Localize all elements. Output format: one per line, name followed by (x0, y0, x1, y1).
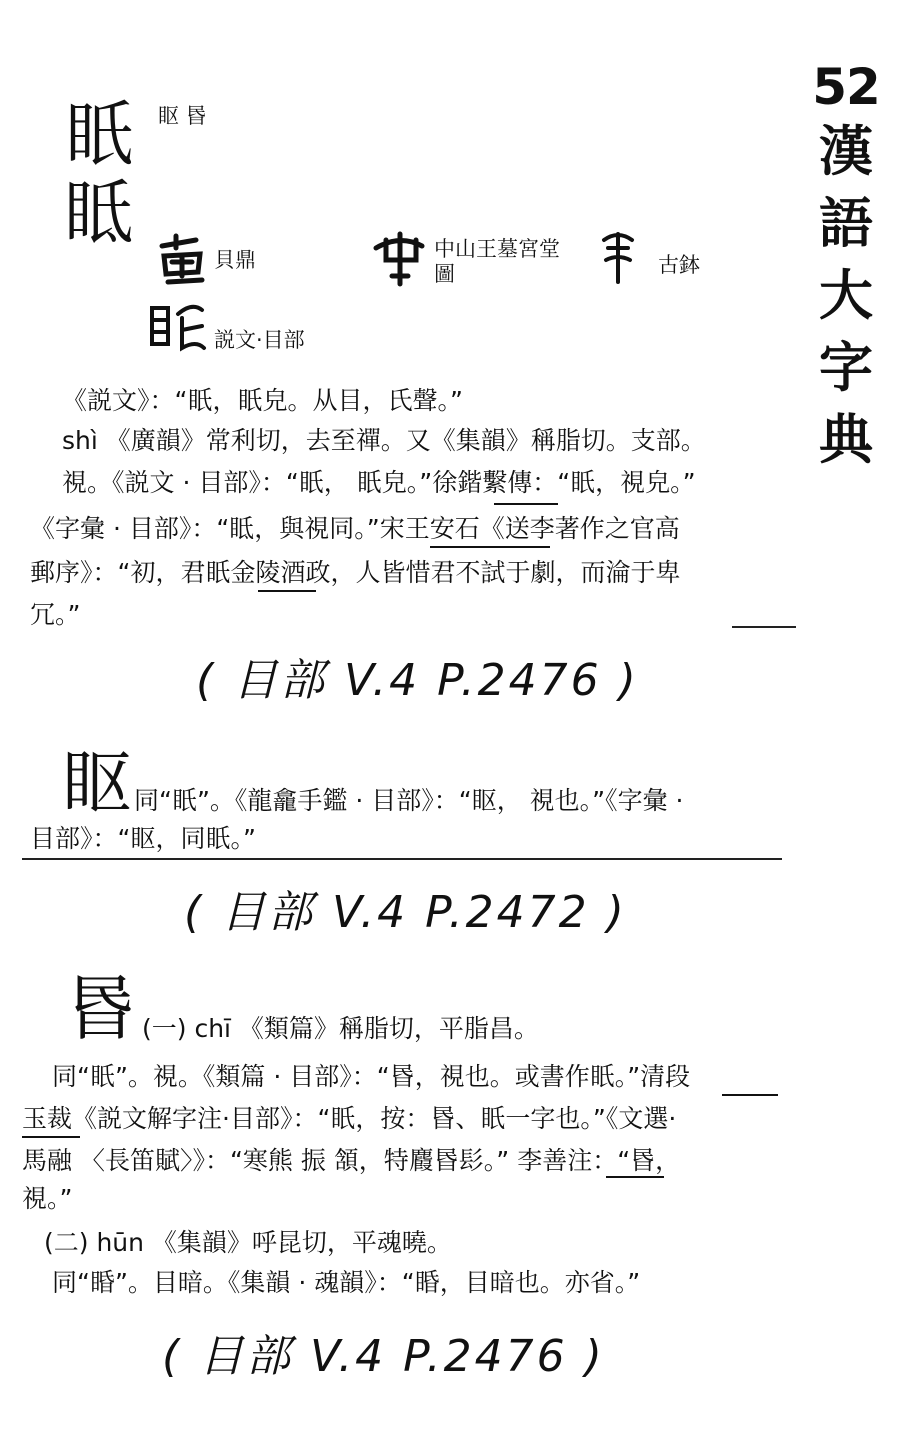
entry2-headword: 眍 (62, 742, 132, 824)
title-char: 語 (819, 192, 873, 255)
title-char: 字 (819, 336, 873, 399)
entry1-handwritten-ref: ( 目部 V.4 P.2476 ) (196, 655, 639, 706)
form-label: 中山王墓宮堂圖 (434, 237, 560, 286)
entry1-headword: 眂 (64, 94, 134, 176)
entry2-handwritten-ref: ( 目部 V.4 P.2472 ) (184, 887, 627, 938)
form-label: 古鉢 (658, 253, 700, 277)
entry1-line: 《説文》：“眂，眂皃。从目，氏聲。” (62, 386, 463, 415)
entry2-line: 目部》：“眍，同眂。” (30, 824, 256, 853)
entry3-headword: 昬 (66, 968, 136, 1050)
name-underline (258, 590, 316, 592)
form-label: 説文·目部 (214, 328, 305, 352)
page-number: 52 (812, 58, 880, 116)
entry1-line: 郵序》：“初，君眂金陵酒政，人皆惜君不試于劇，而淪于卑 (30, 558, 681, 587)
entry3-line: (一) chī 《類篇》稱脂切，平脂昌。 (142, 1014, 539, 1043)
name-underline (22, 1136, 80, 1138)
name-underline (430, 546, 550, 548)
entry1-line: 《字彙 · 目部》：“眡，與視同。”宋王安石《送李著作之官高 (30, 514, 680, 543)
form-label: 貝鼎 (214, 248, 256, 272)
entry1-line: shì 《廣韻》常利切，去至禪。又《集韻》稱脂切。支部。 (62, 426, 706, 455)
entry1-headword-variant: 眡 (64, 172, 134, 254)
entry3-line: 視。” (22, 1184, 73, 1213)
seal-form-glyph (598, 230, 638, 286)
title-char: 典 (819, 408, 873, 471)
entry1-line: 冗。” (30, 600, 81, 629)
divider-line (732, 626, 796, 628)
entry3-line: 同“睧”。目暗。《集韻 · 魂韻》：“睧，目暗也。亦省。” (52, 1268, 641, 1297)
entry3-line: (二) hūn 《集韻》呼昆切，平魂曉。 (44, 1228, 452, 1257)
entry3-handwritten-ref: ( 目部 V.4 P.2476 ) (162, 1331, 605, 1382)
divider-line (22, 858, 782, 860)
entry3-line: 同“眂”。視。《類篇 · 目部》：“昬，視也。或書作眂。”清段 (52, 1062, 691, 1091)
book-title-vertical (806, 58, 886, 476)
inscription-form-glyph (372, 230, 428, 288)
book-title (806, 116, 886, 476)
bronze-form-glyph (156, 232, 208, 288)
name-underline (606, 1176, 664, 1178)
name-underline (722, 1094, 778, 1096)
entry1-related-chars: 眍 昬 (158, 104, 207, 128)
title-char: 大 (819, 264, 873, 327)
name-underline (494, 503, 558, 505)
shuowen-seal-glyph (148, 300, 208, 352)
title-char: 漢 (819, 120, 873, 183)
entry3-line: 玉裁《説文解字注·目部》：“眂，按：昬、眂一字也。”《文選· (22, 1104, 677, 1133)
entry3-line: 馬融 〈長笛賦〉》：“寒熊 振 頷，特麚昬髟。” 李善注：“昬， (22, 1146, 681, 1175)
entry1-line: 視。《説文 · 目部》：“眂， 眂皃。”徐鍇繫傳：“眂，視皃。” (62, 468, 696, 497)
entry2-line: 同“眂”。《龍龕手鑑 · 目部》：“眍， 視也。”《字彙 · (134, 786, 684, 815)
